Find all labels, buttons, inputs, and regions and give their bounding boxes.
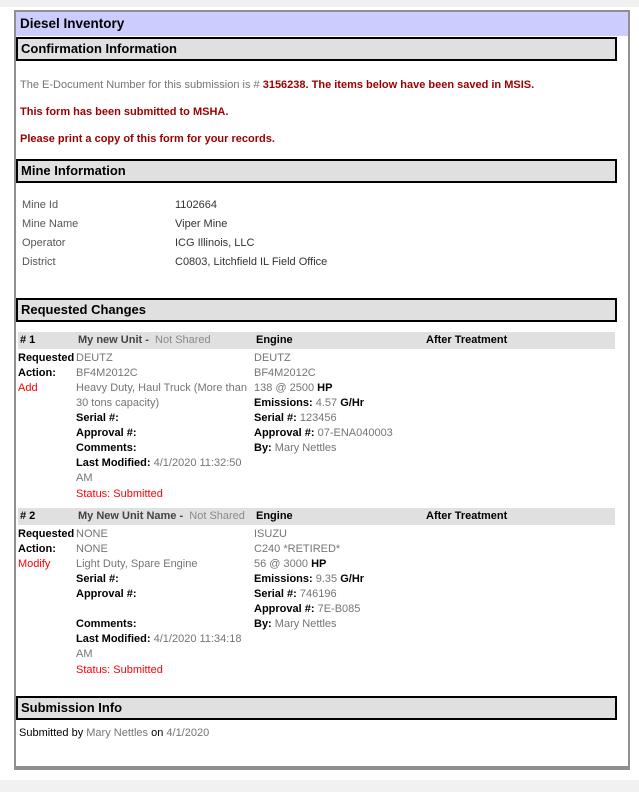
section-confirmation [16, 37, 628, 146]
unit-1-engine-serial-line [254, 411, 420, 426]
by-label: By: [254, 618, 272, 630]
unit-1-empty-cell [18, 441, 76, 502]
operator-row [22, 234, 628, 253]
unit-1-by-value: Mary Nettles [274, 442, 337, 454]
submitted-by-prefix: Submitted by [19, 727, 84, 739]
section-requested-changes [16, 298, 628, 678]
action-label: Action: [18, 367, 56, 379]
unit-block-2 [18, 508, 615, 678]
unit-2-shared-flag: Not Shared [189, 510, 245, 522]
edocument-prefix-text: The E-Document Number for this submission is # [20, 79, 263, 91]
unit-2-emissions-line [254, 572, 420, 587]
unit-2-serial-line [76, 572, 250, 587]
mine-name-label: Mine Name [22, 218, 79, 230]
unit-1-engine-serial-value: 123456 [299, 412, 337, 424]
form-page [14, 10, 630, 770]
edocument-number-value: 3156238. The items below have been saved in MSIS. [262, 79, 535, 91]
requested-changes-body [16, 322, 628, 678]
mine-id-label: Mine Id [22, 199, 59, 211]
unit-1-name-cell [78, 332, 256, 349]
requested-changes-section-header: Requested Changes [16, 298, 617, 322]
unit-2-last-modified-line [76, 632, 250, 662]
unit-1-engine-approval-line [254, 426, 420, 441]
emissions-label: Emissions: [254, 397, 313, 409]
unit-2-make: NONE [76, 528, 108, 540]
unit-2-engine-serial-line [254, 587, 420, 602]
unit-1-after-treatment-cell [424, 351, 615, 441]
last-modified-label: Last Modified: [76, 457, 151, 469]
confirmation-body [16, 61, 628, 146]
section-submission-info [16, 696, 628, 741]
comments-label: Comments: [76, 442, 137, 454]
operator-value: ICG Illinois, LLC [175, 237, 255, 249]
requested-label: Requested [18, 352, 75, 364]
unit-2-engine-make: ISUZU [254, 528, 287, 540]
submitted-on-connector: on [151, 727, 164, 739]
unit-2-approval-line [76, 587, 250, 602]
unit-1-engine-model: BF4M2012C [254, 367, 316, 379]
unit-2-number: # 2 [20, 510, 36, 522]
edocument-number-line [20, 78, 620, 92]
unit-2-action-cell [18, 527, 76, 617]
unit-1-hp-value: 138 @ 2500 [254, 382, 315, 394]
unit-2-empty-cell [18, 617, 76, 678]
unit-1-shared-flag: Not Shared [155, 334, 211, 346]
approval-label: Approval #: [76, 427, 137, 439]
unit-2-hp-line [254, 557, 420, 572]
hp-unit-label: HP [311, 558, 327, 570]
unit-2-by-cell [254, 617, 424, 678]
comments-label: Comments: [76, 618, 137, 630]
requested-label: Requested [18, 528, 75, 540]
unit-2-engine-info-cell [254, 527, 424, 617]
unit-1-after-treatment-column-header: After Treatment [426, 334, 508, 346]
unit-2-after-treatment-cell [424, 527, 615, 617]
by-label: By: [254, 442, 272, 454]
unit-1-header-row [18, 332, 615, 349]
mine-id-row [22, 196, 628, 215]
unit-1-emissions-line [254, 396, 420, 411]
unit-2-hp-value: 56 @ 3000 [254, 558, 308, 570]
unit-2-engine-serial-value: 746196 [299, 588, 337, 600]
browser-edge-bottom [0, 780, 639, 792]
unit-2-type: Light Duty, Spare Engine [76, 558, 198, 570]
unit-2-by-value: Mary Nettles [274, 618, 337, 630]
unit-2-by-line [254, 617, 420, 632]
emissions-unit-label: G/Hr [340, 573, 365, 585]
unit-2-empty-cell-2 [424, 617, 615, 678]
unit-2-engine-approval-line [254, 602, 420, 617]
unit-1-empty-cell-2 [424, 441, 615, 502]
browser-edge-top [0, 0, 639, 7]
unit-1-approval-line [76, 426, 250, 441]
unit-2-emissions-value: 9.35 [315, 573, 338, 585]
unit-2-header-row [18, 508, 615, 525]
unit-1-last-modified-value: 4/1/2020 11:32:50 AM [76, 457, 242, 484]
district-label: District [22, 256, 56, 268]
mine-information-body [16, 183, 628, 278]
operator-label: Operator [22, 237, 66, 249]
unit-2-unit-info-cell [76, 527, 254, 617]
unit-2-after-treatment-column-header: After Treatment [426, 510, 508, 522]
emissions-label: Emissions: [254, 573, 313, 585]
unit-1-make: DEUTZ [76, 352, 113, 364]
unit-2-engine-column-header: Engine [256, 510, 293, 522]
unit-1-action-cell [18, 351, 76, 441]
unit-2-last-modified-value: 4/1/2020 11:34:18 AM [76, 633, 242, 660]
emissions-unit-label: G/Hr [340, 397, 365, 409]
district-value: C0803, Litchfield IL Field Office [175, 256, 328, 268]
unit-2-name: My New Unit Name - [78, 510, 184, 522]
approval-label: Approval #: [254, 427, 315, 439]
submitted-by-name: Mary Nettles [86, 727, 149, 739]
approval-label: Approval #: [254, 603, 315, 615]
serial-label: Serial #: [254, 412, 297, 424]
unit-2-details-table [18, 527, 615, 678]
unit-1-type: Heavy Duty, Haul Truck (More than 30 tons capacity) [76, 382, 247, 409]
unit-1-engine-column-header: Engine [256, 334, 293, 346]
last-modified-label: Last Modified: [76, 633, 151, 645]
submitted-date: 4/1/2020 [166, 727, 210, 739]
unit-1-meta-cell [76, 441, 254, 502]
unit-2-action-value: Modify [18, 558, 51, 570]
unit-1-last-modified-line [76, 456, 250, 486]
unit-1-action-value: Add [18, 382, 38, 394]
print-copy-message: Please print a copy of this form for your records. [20, 133, 275, 145]
unit-1-hp-line [254, 381, 420, 396]
unit-1-emissions-value: 4.57 [315, 397, 338, 409]
unit-1-name: My new Unit - [78, 334, 149, 346]
mine-id-value: 1102664 [175, 199, 218, 211]
unit-2-status: Status: Submitted [76, 664, 163, 676]
unit-1-engine-info-cell [254, 351, 424, 441]
unit-block-1 [18, 332, 615, 502]
unit-2-engine-model: C240 *RETIRED* [254, 543, 341, 555]
mine-name-value: Viper Mine [175, 218, 228, 230]
unit-2-meta-cell [76, 617, 254, 678]
unit-2-name-cell [78, 508, 256, 525]
confirmation-section-header: Confirmation Information [16, 37, 617, 61]
unit-1-details-table [18, 351, 615, 502]
submission-info-body [16, 720, 628, 741]
unit-1-by-line [254, 441, 420, 456]
mine-information-section-header: Mine Information [16, 159, 617, 183]
serial-label: Serial #: [76, 412, 119, 424]
action-label: Action: [18, 543, 56, 555]
unit-2-engine-approval-value: 7E-B085 [317, 603, 361, 615]
unit-1-serial-line [76, 411, 250, 426]
page-title: Diesel Inventory [16, 12, 628, 36]
unit-1-engine-make: DEUTZ [254, 352, 291, 364]
submission-info-section-header: Submission Info [16, 696, 617, 720]
district-row [22, 253, 628, 272]
mine-name-row [22, 215, 628, 234]
unit-1-model: BF4M2012C [76, 367, 138, 379]
unit-1-by-cell [254, 441, 424, 502]
serial-label: Serial #: [76, 573, 119, 585]
unit-1-engine-approval-value: 07-ENA040003 [317, 427, 393, 439]
serial-label: Serial #: [254, 588, 297, 600]
unit-1-unit-info-cell [76, 351, 254, 441]
unit-1-status: Status: Submitted [76, 488, 163, 500]
hp-unit-label: HP [317, 382, 333, 394]
submitted-to-msha-message: This form has been submitted to MSHA. [20, 106, 229, 118]
unit-2-model: NONE [76, 543, 108, 555]
unit-1-number: # 1 [20, 334, 36, 346]
section-mine-information [16, 159, 628, 278]
approval-label: Approval #: [76, 588, 137, 600]
